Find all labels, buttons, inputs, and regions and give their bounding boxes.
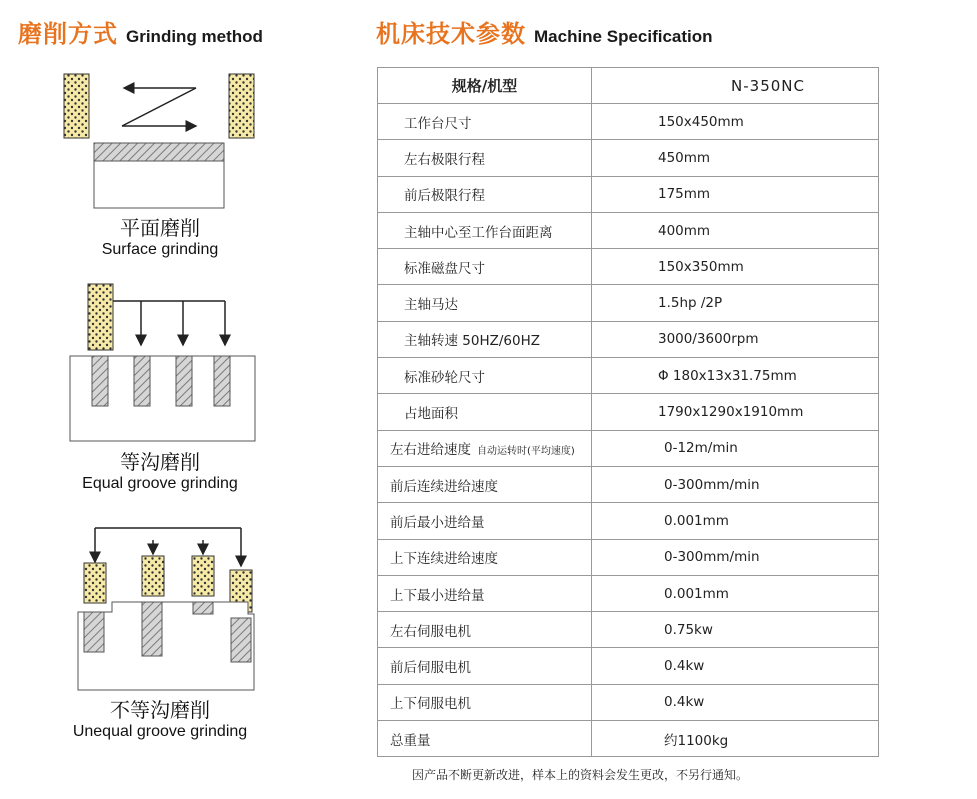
grinding-wheel-2 bbox=[142, 556, 164, 596]
table-row bbox=[378, 721, 879, 757]
spec-label: 上下最小进给量 bbox=[378, 575, 592, 611]
caption-cn: 等沟磨削 bbox=[120, 450, 200, 474]
header-label: 规格/机型 bbox=[378, 68, 592, 104]
table-row bbox=[378, 249, 879, 285]
spec-value: 0.75kw bbox=[592, 612, 879, 648]
table-row bbox=[378, 612, 879, 648]
machine-spec-title-cn: 机床技术参数 bbox=[376, 20, 526, 48]
ground-surface-layer bbox=[94, 143, 224, 161]
grinding-wheel bbox=[88, 284, 113, 350]
caption-en: Unequal groove grinding bbox=[72, 723, 248, 740]
spec-label: 标准磁盘尺寸 bbox=[378, 249, 592, 285]
spec-label: 前后最小进给量 bbox=[378, 503, 592, 539]
groove-1 bbox=[92, 356, 108, 406]
spec-label: 左右伺服电机 bbox=[378, 612, 592, 648]
table-row bbox=[378, 212, 879, 248]
groove-2 bbox=[142, 602, 162, 656]
table-row bbox=[378, 140, 879, 176]
spec-value: 0-12m/min bbox=[592, 430, 879, 466]
spec-label: 左右进给速度 bbox=[390, 442, 471, 459]
spec-value: 1790x1290x1910mm bbox=[592, 394, 879, 430]
spec-label: 上下连续进给速度 bbox=[378, 539, 592, 575]
spec-value: 150x450mm bbox=[592, 104, 879, 140]
surface-grinding-caption bbox=[60, 216, 260, 260]
table-row bbox=[378, 503, 879, 539]
table-row bbox=[378, 321, 879, 357]
grinding-wheel-1 bbox=[84, 563, 106, 603]
spec-value: 3000/3600rpm bbox=[592, 321, 879, 357]
spec-value: 0-300mm/min bbox=[592, 539, 879, 575]
grinding-wheel-right bbox=[229, 74, 254, 138]
machine-spec-header bbox=[376, 14, 713, 49]
spec-value: 400mm bbox=[592, 212, 879, 248]
spec-label: 左右极限行程 bbox=[378, 140, 592, 176]
spec-value: 175mm bbox=[592, 176, 879, 212]
table-row bbox=[378, 394, 879, 430]
groove-4 bbox=[214, 356, 230, 406]
groove-3 bbox=[193, 602, 213, 614]
equal-groove-caption bbox=[40, 450, 280, 494]
spec-value: 0.001mm bbox=[592, 503, 879, 539]
grinding-wheel-3 bbox=[192, 556, 214, 596]
spec-label: 前后伺服电机 bbox=[378, 648, 592, 684]
grinding-method-title-en: Grinding method bbox=[126, 27, 263, 46]
spec-value: 0.4kw bbox=[592, 684, 879, 720]
groove-2 bbox=[134, 356, 150, 406]
spec-label: 前后极限行程 bbox=[378, 176, 592, 212]
spec-label: 主轴转速 50HZ/60HZ bbox=[378, 321, 592, 357]
unequal-groove-caption bbox=[30, 698, 290, 742]
table-row bbox=[378, 466, 879, 502]
spec-value: 150x350mm bbox=[592, 249, 879, 285]
table-row bbox=[378, 430, 879, 466]
header-model: N-350NC bbox=[592, 68, 879, 104]
spec-value: Φ 180x13x31.75mm bbox=[592, 358, 879, 394]
spec-label: 总重量 bbox=[378, 721, 592, 757]
grinding-wheel-left bbox=[64, 74, 89, 138]
table-row bbox=[378, 358, 879, 394]
caption-cn: 平面磨削 bbox=[120, 216, 200, 240]
table-row bbox=[378, 104, 879, 140]
table-row bbox=[378, 684, 879, 720]
groove-3 bbox=[176, 356, 192, 406]
grinding-method-title-cn: 磨削方式 bbox=[18, 20, 118, 48]
travel-line-diagonal bbox=[122, 88, 196, 126]
table-row bbox=[378, 285, 879, 321]
machine-spec-title-en: Machine Specification bbox=[534, 27, 713, 46]
groove-1 bbox=[84, 612, 104, 652]
equal-groove-diagram bbox=[0, 280, 300, 445]
surface-grinding-diagram bbox=[0, 70, 300, 215]
groove-4 bbox=[231, 618, 251, 662]
grinding-method-header bbox=[18, 14, 263, 49]
spec-value: 450mm bbox=[592, 140, 879, 176]
caption-cn: 不等沟磨削 bbox=[110, 698, 210, 722]
spec-value: 0.4kw bbox=[592, 648, 879, 684]
table-row bbox=[378, 575, 879, 611]
spec-label: 主轴马达 bbox=[378, 285, 592, 321]
table-row bbox=[378, 648, 879, 684]
spec-table bbox=[377, 67, 879, 757]
spec-label: 前后连续进给速度 bbox=[378, 466, 592, 502]
spec-note: 自动运转时(平均速度) bbox=[477, 446, 575, 458]
spec-value: 1.5hp /2P bbox=[592, 285, 879, 321]
spec-label: 上下伺服电机 bbox=[378, 684, 592, 720]
spec-value: 约1100kg bbox=[592, 721, 879, 757]
caption-en: Surface grinding bbox=[101, 241, 219, 258]
unequal-groove-diagram bbox=[0, 520, 300, 695]
table-row bbox=[378, 176, 879, 212]
spec-label: 标准砂轮尺寸 bbox=[378, 358, 592, 394]
spec-label: 占地面积 bbox=[378, 394, 592, 430]
footnote: 因产品不断更新改进，样本上的资料会发生更改，不另行通知。 bbox=[412, 768, 749, 782]
spec-label: 主轴中心至工作台面距离 bbox=[378, 212, 592, 248]
spec-label: 工作台尺寸 bbox=[378, 104, 592, 140]
spec-value: 0-300mm/min bbox=[592, 466, 879, 502]
workpiece bbox=[94, 161, 224, 208]
table-header-row bbox=[378, 68, 879, 104]
spec-label-with-note bbox=[378, 430, 592, 466]
caption-en: Equal groove grinding bbox=[82, 475, 238, 492]
spec-value: 0.001mm bbox=[592, 575, 879, 611]
table-row bbox=[378, 539, 879, 575]
